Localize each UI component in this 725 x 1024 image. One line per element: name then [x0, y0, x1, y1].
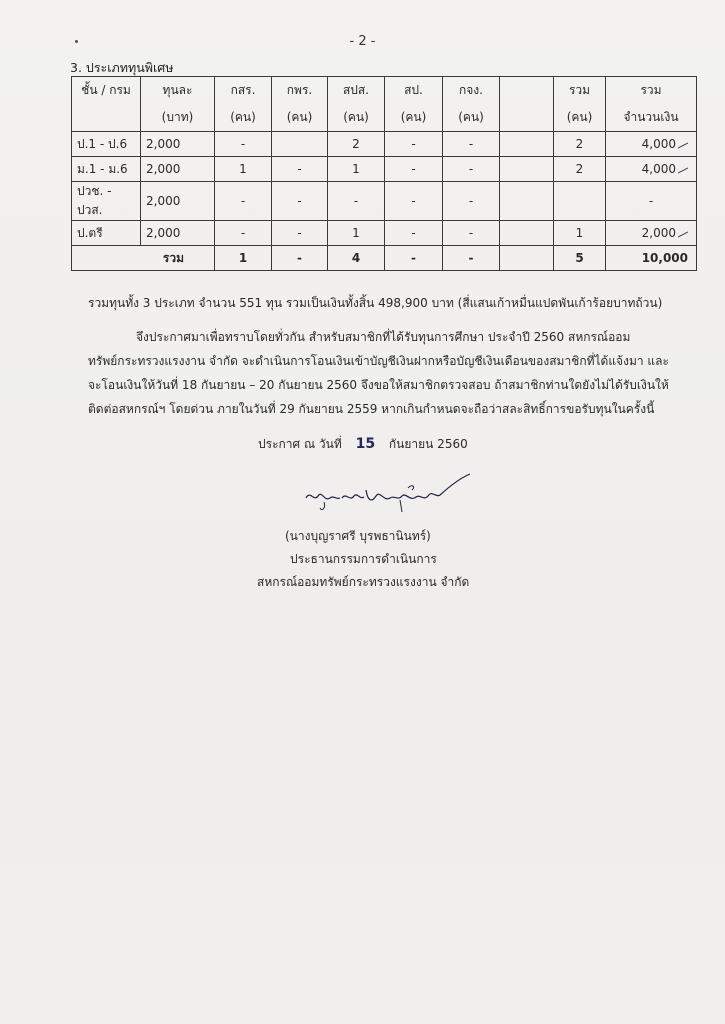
- table-cell: -: [272, 221, 328, 246]
- header-cell: ทุนละ: [141, 77, 215, 105]
- signer-name: (นางบุญราศรี บุรพธานินทร์): [285, 529, 431, 543]
- header-cell: ชั้น / กรม: [72, 77, 141, 105]
- header-cell: (คน): [328, 104, 385, 132]
- header-cell: [500, 77, 554, 105]
- table-cell: -: [385, 157, 443, 182]
- table-cell: 2,000: [141, 157, 215, 182]
- paragraph-line: จะโอนเงินให้วันที่ 18 กันยายน – 20 กันยายน 2560 จึงขอให้สมาชิกตรวจสอบ ถ้าสมาชิกท่านใดยังไม่ได้รับเงินให้: [88, 378, 669, 392]
- grants-table: [71, 76, 697, 271]
- table-cell: [500, 182, 554, 221]
- header-cell: รวม: [554, 77, 606, 105]
- table-cell: -: [443, 221, 500, 246]
- signer-organization: สหกรณ์ออมทรัพย์กระทรวงแรงงาน จำกัด: [257, 575, 470, 589]
- header-cell: สป.: [385, 77, 443, 105]
- header-cell: จำนวนเงิน: [606, 104, 697, 132]
- table-cell: ป.1 - ป.6: [72, 132, 141, 157]
- table-cell: [272, 132, 328, 157]
- table-cell: [500, 221, 554, 246]
- table-cell: 1: [554, 221, 606, 246]
- total-amount: 10,000: [606, 246, 697, 271]
- table-cell: -: [443, 132, 500, 157]
- announcement-date: [258, 435, 468, 454]
- table-cell: 2,000: [141, 132, 215, 157]
- total-cell: -: [385, 246, 443, 271]
- table-cell: -: [385, 221, 443, 246]
- header-cell: [500, 104, 554, 132]
- table-cell: [500, 157, 554, 182]
- table-total-row: [72, 246, 697, 271]
- total-cell: [500, 246, 554, 271]
- table-cell: -: [385, 132, 443, 157]
- table-row: [72, 157, 697, 182]
- table-cell-amount: [606, 157, 697, 182]
- header-cell: กสร.: [215, 77, 272, 105]
- date-prefix: ประกาศ ณ วันที่: [258, 437, 342, 451]
- header-cell: รวม: [606, 77, 697, 105]
- total-cell: -: [443, 246, 500, 271]
- header-cell: (คน): [443, 104, 500, 132]
- table-cell: 1: [215, 157, 272, 182]
- table-header-row-top: [72, 77, 697, 105]
- total-cell: 1: [215, 246, 272, 271]
- section-title: 3. ประเภททุนพิเศษ: [70, 60, 174, 75]
- table-cell: -: [443, 157, 500, 182]
- table-cell: -: [272, 182, 328, 221]
- table-cell: [554, 182, 606, 221]
- check-mark-icon: [678, 166, 688, 174]
- header-cell: (คน): [554, 104, 606, 132]
- total-cell: -: [272, 246, 328, 271]
- check-mark-icon: [678, 141, 688, 149]
- summary-text: รวมทุนทั้ง 3 ประเภท จำนวน 551 ทุน รวมเป็นเงินทั้งสิ้น 498,900 บาท (สี่แสนเก้าหมื่นแปดพันเก้าร้อยบาทถ้วน): [88, 296, 663, 310]
- signer-position: ประธานกรรมการดำเนินการ: [290, 552, 437, 566]
- table-cell: 1: [328, 157, 385, 182]
- table-cell: -: [328, 182, 385, 221]
- table-header-row-bottom: [72, 104, 697, 132]
- table-cell: 2: [554, 132, 606, 157]
- table-cell: -: [443, 182, 500, 221]
- table-cell: 2,000: [141, 221, 215, 246]
- table-cell: ป.ตรี: [72, 221, 141, 246]
- header-cell: สปส.: [328, 77, 385, 105]
- header-cell: (คน): [215, 104, 272, 132]
- table-cell: -: [215, 132, 272, 157]
- total-cell: 4: [328, 246, 385, 271]
- page-number: - 2 -: [349, 34, 376, 49]
- header-cell: (บาท): [141, 104, 215, 132]
- amount-text: 4,000: [641, 137, 676, 151]
- paragraph-line: จึงประกาศมาเพื่อทราบโดยทั่วกัน สำหรับสมาชิกที่ได้รับทุนการศึกษา ประจำปี 2560 สหกรณ์ออม: [136, 330, 631, 344]
- amount-text: 2,000: [641, 226, 676, 240]
- header-cell: (คน): [272, 104, 328, 132]
- announcement-paragraph: [88, 325, 688, 421]
- table-cell: ปวช. - ปวส.: [72, 182, 141, 221]
- header-cell: กพร.: [272, 77, 328, 105]
- check-mark-icon: [678, 230, 688, 238]
- paragraph-line: ติดต่อสหกรณ์ฯ โดยด่วน ภายในวันที่ 29 กันยายน 2559 หากเกินกำหนดจะถือว่าสละสิทธิ์การขอรับทุนในครั้งนี้: [88, 402, 655, 416]
- table-cell: -: [215, 221, 272, 246]
- table-cell-amount: [606, 221, 697, 246]
- table-row: [72, 132, 697, 157]
- table-cell: -: [272, 157, 328, 182]
- table-cell: -: [385, 182, 443, 221]
- paragraph-line: ทรัพย์กระทรวงแรงงาน จำกัด จะดำเนินการโอนเงินเข้าบัญชีเงินฝากหรือบัญชีเงินเดือนของสมาชิกที่ได้แจ้งมา และ: [88, 354, 669, 368]
- table-row: [72, 221, 697, 246]
- table-cell: -: [215, 182, 272, 221]
- handwritten-day: 15: [355, 436, 376, 452]
- table-cell-amount: -: [606, 182, 697, 221]
- table-cell-amount: [606, 132, 697, 157]
- header-cell: [72, 104, 141, 132]
- amount-text: 4,000: [641, 162, 676, 176]
- handwritten-signature-icon: [300, 468, 480, 516]
- date-month-year: กันยายน 2560: [388, 437, 468, 451]
- table-cell: 2: [328, 132, 385, 157]
- table-cell: ม.1 - ม.6: [72, 157, 141, 182]
- table-cell: 2,000: [141, 182, 215, 221]
- table-row: [72, 182, 697, 221]
- table-cell: 1: [328, 221, 385, 246]
- header-cell: (คน): [385, 104, 443, 132]
- total-cell: 5: [554, 246, 606, 271]
- table-cell: [500, 132, 554, 157]
- header-cell: กจง.: [443, 77, 500, 105]
- table-cell: 2: [554, 157, 606, 182]
- total-label: รวม: [72, 246, 215, 271]
